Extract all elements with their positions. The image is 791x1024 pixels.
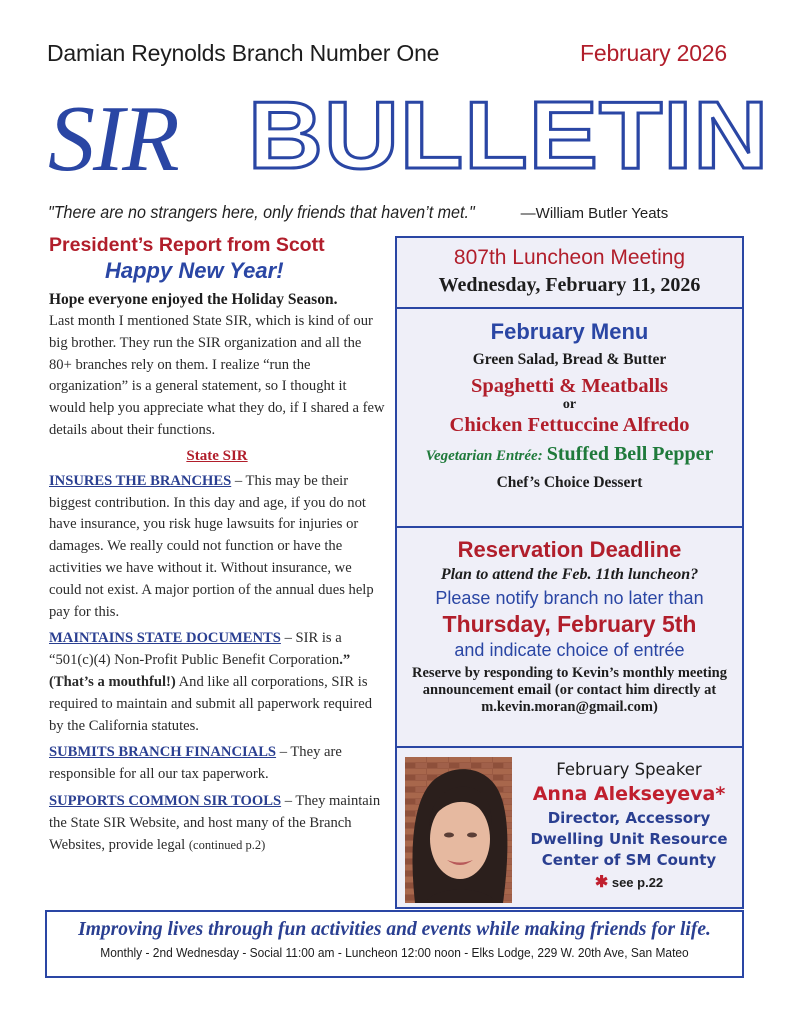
- item-financials: [49, 742, 385, 786]
- reservation-question: Plan to attend the Feb. 11th luncheon?: [440, 566, 699, 583]
- menu-vegetarian: [397, 443, 742, 466]
- footer-motto: Improving lives through fun activities and events while making friends for life.: [78, 919, 711, 940]
- speaker-info: [517, 760, 741, 892]
- greeting: Happy New Year!: [105, 258, 284, 283]
- item-text: – They are responsible for all our tax paperwork.: [49, 744, 342, 783]
- section-heading: State SIR: [186, 447, 248, 464]
- item-text-bold: .” (That’s a mouthful!): [49, 652, 351, 690]
- luncheon-date: Wednesday, February 11, 2026: [438, 274, 701, 296]
- reservation-notify: Please notify branch no later than: [435, 588, 704, 608]
- item-tools: [49, 791, 385, 856]
- reservation-choice: and indicate choice of entrée: [454, 640, 685, 660]
- speaker-role: [517, 808, 741, 871]
- speaker-name: Anna Alekseyeva*: [532, 783, 726, 805]
- menu-box: [395, 307, 744, 528]
- continued-note: (continued p.2): [188, 837, 266, 852]
- item-documents: [49, 628, 385, 737]
- item-heading: INSURES THE BRANCHES: [49, 472, 232, 489]
- speaker-photo: [405, 757, 512, 903]
- speaker-label: February Speaker: [556, 760, 702, 779]
- reservation-box: [395, 526, 744, 748]
- quote-author: —William Butler Yeats: [520, 205, 669, 222]
- item-text: And like all corporations, SIR is required to maintain and submit all paperwork required by the California statutes.: [49, 673, 372, 734]
- reservation-info: Reserve by responding to Kevin’s monthly meeting announcement email (or contact him directly at m.kevin.moran@gmail.com): [412, 665, 727, 715]
- lead-line: Hope everyone enjoyed the Holiday Season.: [49, 291, 338, 308]
- menu-main-1: Spaghetti & Meatballs: [470, 375, 669, 397]
- veg-dish: Stuffed Bell Pepper: [546, 443, 714, 465]
- item-insures: [49, 471, 385, 624]
- footer-schedule: Monthly - 2nd Wednesday - Social 11:00 am - Luncheon 12:00 noon - Elks Lodge, 229 W. 20th Ave, San Mateo: [100, 945, 689, 960]
- speaker-role-line: Director, Accessory: [547, 809, 711, 827]
- speaker-role-line: Dwelling Unit Resource: [530, 830, 728, 848]
- menu-dessert: Chef’s Choice Dessert: [496, 474, 643, 491]
- reservation-deadline: Thursday, February 5th: [442, 611, 697, 637]
- speaker-box: [395, 746, 744, 909]
- item-heading: SUBMITS BRANCH FINANCIALS: [49, 744, 277, 761]
- intro-paragraph: Last month I mentioned State SIR, which is kind of our big brother. They run the SIR organization and all the 80+ branches rely on them. I realize “run the organization” is a general statement, so I thought it would help you appreciate what they do, if I shared a few details about their functions.: [49, 313, 385, 438]
- quote-text: "There are no strangers here, only friends that haven’t met.": [48, 202, 475, 222]
- menu-main-2: Chicken Fettuccine Alfredo: [449, 414, 690, 436]
- issue-date: February 2026: [580, 40, 727, 66]
- branch-name: Damian Reynolds Branch Number One: [47, 40, 440, 66]
- item-heading: MAINTAINS STATE DOCUMENTS: [49, 630, 281, 647]
- speaker-portrait-icon: [405, 757, 512, 903]
- speaker-reference: [517, 872, 741, 892]
- menu-starter: Green Salad, Bread & Butter: [472, 351, 667, 368]
- footer-box: [45, 910, 744, 978]
- item-heading: SUPPORTS COMMON SIR TOOLS: [49, 792, 282, 809]
- menu-title: February Menu: [490, 319, 649, 344]
- quote: [48, 202, 668, 223]
- asterisk-icon: ✱: [594, 874, 609, 891]
- logo-bulletin: BULLETIN: [248, 82, 770, 189]
- veg-label: Vegetarian Entrée:: [425, 448, 543, 464]
- item-text: – This may be their biggest contribution. In this day and age, if you do not have insurance, you risk huge lawsuits for injuries or damages. We really could not function or have the activities we have without it. Without insurance, we could not exist. A major portion of the annual dues help pay for this.: [49, 472, 374, 620]
- luncheon-title: 807th Luncheon Meeting: [453, 246, 686, 269]
- president-report-title: President’s Report from Scott: [49, 234, 325, 256]
- speaker-role-line: Center of SM County: [541, 851, 717, 869]
- item-text: – SIR is a “501(c)(4) Non-Profit Public Benefit Corporation: [49, 630, 342, 669]
- menu-or: or: [562, 397, 577, 412]
- speaker-ref-text: see p.22: [611, 875, 664, 890]
- logo-sir: SIR: [48, 87, 178, 191]
- reservation-title: Reservation Deadline: [457, 537, 682, 562]
- luncheon-box: [395, 236, 744, 309]
- item-text: – They maintain the State SIR Website, and host many of the Branch Websites, provide legal: [49, 792, 381, 853]
- president-report: [49, 234, 385, 861]
